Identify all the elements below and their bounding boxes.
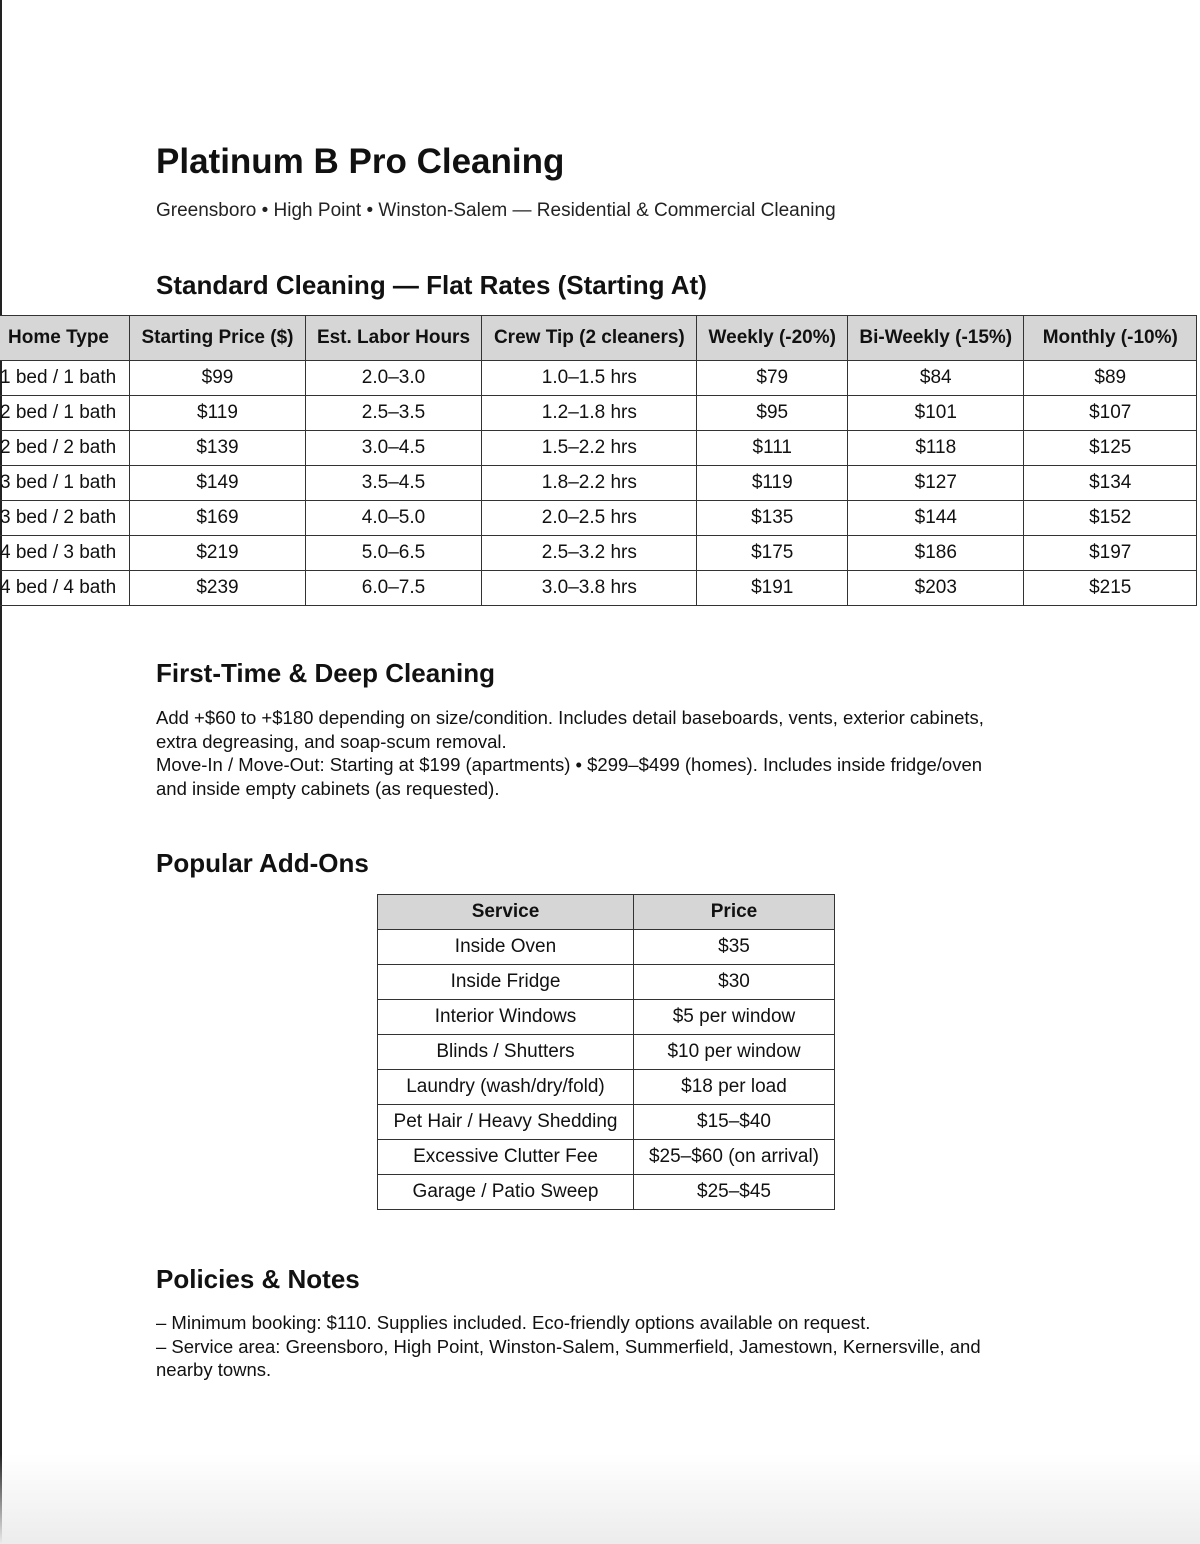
rates-header-row [0,316,1197,361]
page-subtitle: Greensboro • High Point • Winston-Salem — Residential & Commercial Cleaning [156,200,836,221]
table-row [378,1070,835,1105]
weekly-cell: $95 [697,396,848,431]
weekly-cell: $119 [697,466,848,501]
crew-tip-cell: 2.0–2.5 hrs [482,501,697,536]
price-cell: $5 per window [634,1000,835,1035]
addons-col-service: Service [378,895,634,930]
crew-tip-cell: 2.5–3.2 hrs [482,536,697,571]
price-cell: $10 per window [634,1035,835,1070]
service-cell: Garage / Patio Sweep [378,1175,634,1210]
weekly-cell: $79 [697,361,848,396]
labor-hours-cell: 2.0–3.0 [305,361,482,396]
monthly-cell: $125 [1024,431,1197,466]
starting-price-cell: $219 [130,536,306,571]
service-cell: Pet Hair / Heavy Shedding [378,1105,634,1140]
table-row [0,571,1197,606]
policy-line: nearby towns. [156,1359,272,1380]
home-type-cell: 3 bed / 1 bath [0,466,130,501]
table-row [378,1000,835,1035]
policy-line: – Service area: Greensboro, High Point, Winston-Salem, Summerfield, Jamestown, Kernersville, and [156,1335,981,1357]
addons-col-price: Price [634,895,835,930]
table-row [378,1140,835,1175]
crew-tip-cell: 1.5–2.2 hrs [482,431,697,466]
table-row [378,965,835,1000]
biweekly-cell: $101 [848,396,1024,431]
monthly-cell: $107 [1024,396,1197,431]
deep-cleaning-line: and inside empty cabinets (as requested). [156,777,500,799]
deep-cleaning-text [156,706,1056,800]
monthly-cell: $152 [1024,501,1197,536]
table-row [0,396,1197,431]
service-cell: Inside Fridge [378,965,634,1000]
labor-hours-cell: 5.0–6.5 [305,536,482,571]
labor-hours-cell: 3.5–4.5 [305,466,482,501]
service-cell: Blinds / Shutters [378,1035,634,1070]
rates-col-biweekly: Bi-Weekly (-15%) [848,316,1024,361]
crew-tip-cell: 1.8–2.2 hrs [482,466,697,501]
monthly-cell: $89 [1024,361,1197,396]
starting-price-cell: $139 [130,431,306,466]
policies-heading: Policies & Notes [156,1264,360,1294]
starting-price-cell: $169 [130,501,306,536]
price-cell: $30 [634,965,835,1000]
starting-price-cell: $99 [130,361,306,396]
labor-hours-cell: 2.5–3.5 [305,396,482,431]
price-cell: $18 per load [634,1070,835,1105]
service-cell: Inside Oven [378,930,634,965]
rates-col-home-type: Home Type [0,316,130,361]
home-type-cell: 2 bed / 1 bath [0,396,130,431]
monthly-cell: $134 [1024,466,1197,501]
biweekly-cell: $118 [848,431,1024,466]
labor-hours-cell: 3.0–4.5 [305,431,482,466]
weekly-cell: $111 [697,431,848,466]
table-row [0,501,1197,536]
crew-tip-cell: 1.2–1.8 hrs [482,396,697,431]
table-row [0,431,1197,466]
weekly-cell: $175 [697,536,848,571]
table-row [0,536,1197,571]
standard-heading: Standard Cleaning — Flat Rates (Starting At) [156,270,707,300]
page-left-border [0,0,2,1544]
home-type-cell: 3 bed / 2 bath [0,501,130,536]
policy-line: – Minimum booking: $110. Supplies included. Eco-friendly options available on request. [156,1312,871,1333]
weekly-cell: $135 [697,501,848,536]
table-row [0,361,1197,396]
starting-price-cell: $239 [130,571,306,606]
addons-header-row [378,895,835,930]
policies-text [156,1311,1056,1382]
deep-cleaning-line: extra degreasing, and soap-scum removal. [156,730,507,752]
rates-col-monthly: Monthly (-10%) [1024,316,1197,361]
rates-col-weekly: Weekly (-20%) [697,316,848,361]
deep-cleaning-line: Add +$60 to +$180 depending on size/condition. Includes detail baseboards, vents, exterior cabinets, [156,707,984,728]
home-type-cell: 2 bed / 2 bath [0,431,130,466]
service-cell: Excessive Clutter Fee [378,1140,634,1175]
biweekly-cell: $144 [848,501,1024,536]
bottom-fade [0,1454,1200,1544]
addons-table [377,894,835,1210]
home-type-cell: 4 bed / 4 bath [0,571,130,606]
starting-price-cell: $149 [130,466,306,501]
table-row [378,930,835,965]
biweekly-cell: $203 [848,571,1024,606]
page-title: Platinum B Pro Cleaning [156,142,565,181]
price-cell: $15–$40 [634,1105,835,1140]
table-row [378,1035,835,1070]
home-type-cell: 4 bed / 3 bath [0,536,130,571]
biweekly-cell: $127 [848,466,1024,501]
table-row [378,1175,835,1210]
home-type-cell: 1 bed / 1 bath [0,361,130,396]
monthly-cell: $197 [1024,536,1197,571]
price-cell: $25–$60 (on arrival) [634,1140,835,1175]
crew-tip-cell: 1.0–1.5 hrs [482,361,697,396]
rates-table-container [0,315,1200,611]
starting-price-cell: $119 [130,396,306,431]
deep-cleaning-line: Move-In / Move-Out: Starting at $199 (apartments) • $299–$499 (homes). Includes inside fridge/oven [156,754,983,775]
labor-hours-cell: 4.0–5.0 [305,501,482,536]
deep-cleaning-heading: First-Time & Deep Cleaning [156,658,496,688]
biweekly-cell: $186 [848,536,1024,571]
service-cell: Laundry (wash/dry/fold) [378,1070,634,1105]
labor-hours-cell: 6.0–7.5 [305,571,482,606]
table-row [0,466,1197,501]
rates-col-starting-price: Starting Price ($) [130,316,306,361]
service-cell: Interior Windows [378,1000,634,1035]
monthly-cell: $215 [1024,571,1197,606]
rates-table [0,315,1197,606]
price-cell: $35 [634,930,835,965]
rates-col-crew-tip: Crew Tip (2 cleaners) [482,316,697,361]
weekly-cell: $191 [697,571,848,606]
crew-tip-cell: 3.0–3.8 hrs [482,571,697,606]
biweekly-cell: $84 [848,361,1024,396]
table-row [378,1105,835,1140]
price-cell: $25–$45 [634,1175,835,1210]
addons-heading: Popular Add-Ons [156,848,369,878]
rates-col-labor-hours: Est. Labor Hours [305,316,482,361]
